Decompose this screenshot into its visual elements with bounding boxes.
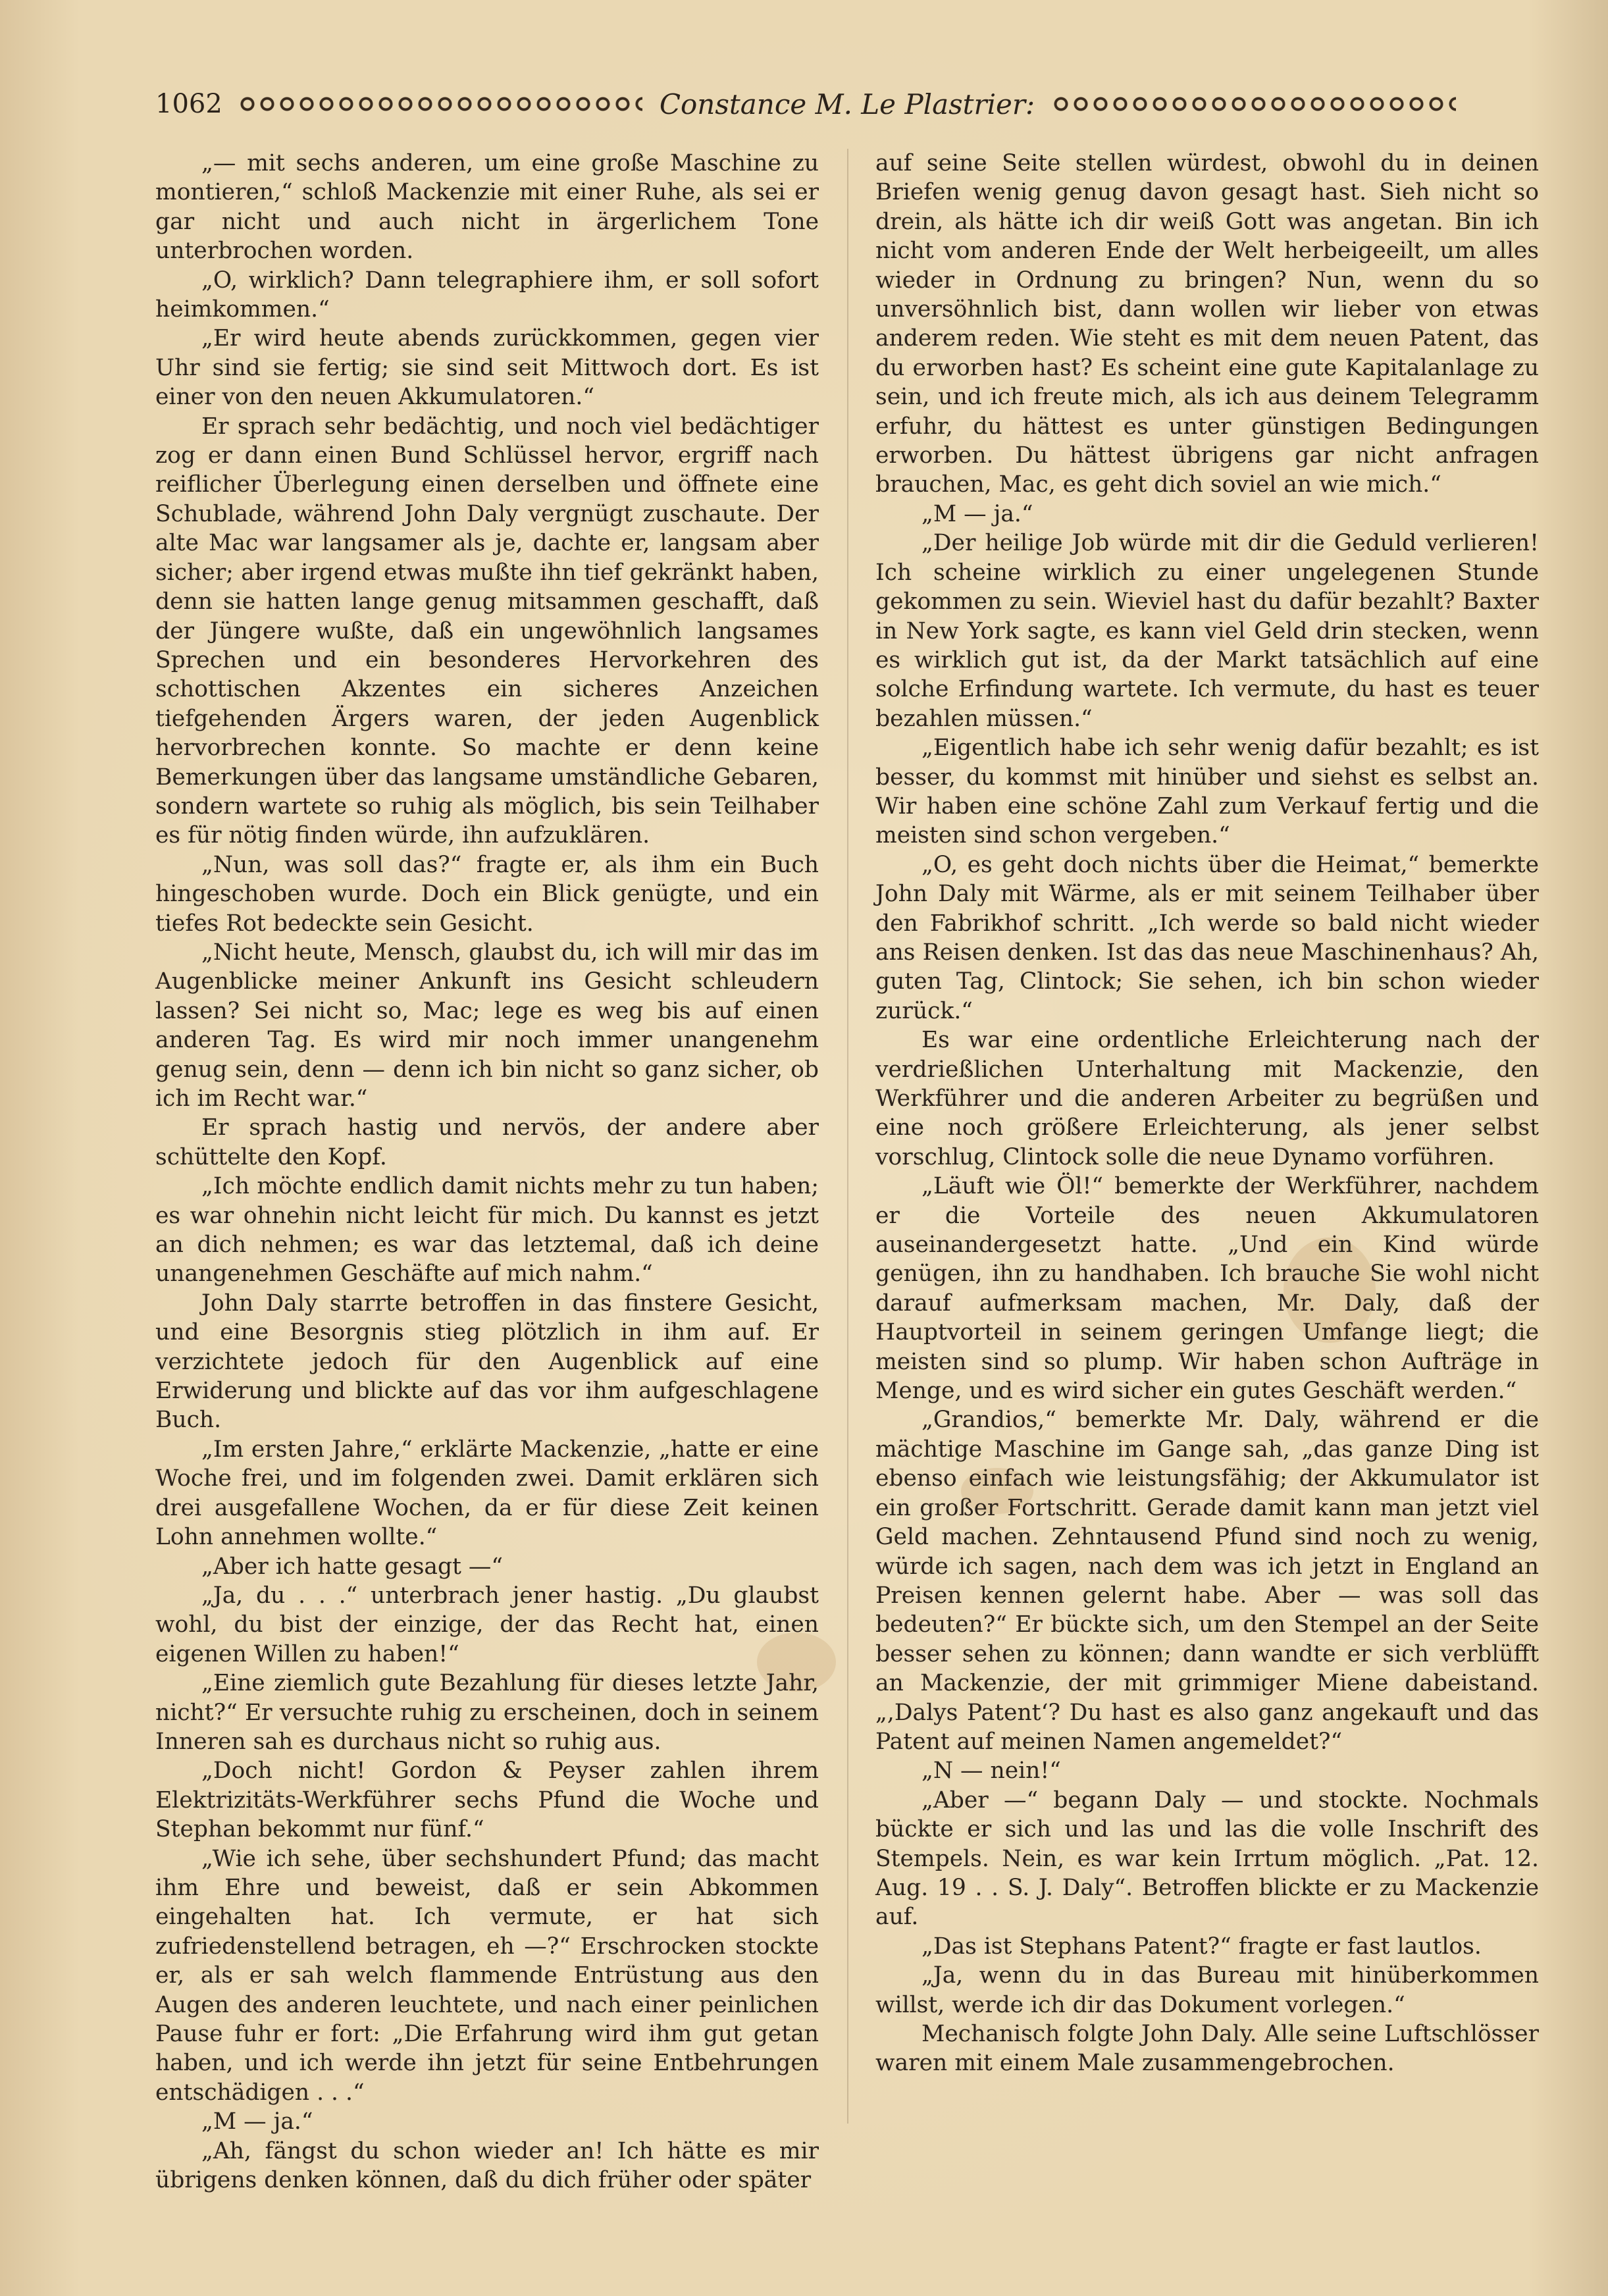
paragraph: Mechanisch folgte John Daly. Alle seine Luftschlösser waren mit einem Male zusammengebrochen. xyxy=(875,2021,1539,2077)
paragraph: „Der heilige Job würde mit dir die Geduld verlieren! Ich scheine wirklich zu einer ungelegenen Stunde gekommen zu sein. Wieviel hast du dafür bezahlt? Baxter in New York sagte, es kann viel Geld drin stecken, wenn es wirklich gut ist, da der Markt tatsächlich auf eine solche Erfindung wartete. Ich vermute, du hast es teuer bezahlen müssen.“ xyxy=(875,530,1539,732)
paragraph: Er sprach hastig und nervös, der andere aber schüttelte den Kopf. xyxy=(155,1114,819,1170)
ornament-left xyxy=(238,94,642,114)
paragraph: „Doch nicht! Gordon & Peyser zahlen ihrem Elektrizitäts-Werkführer sechs Pfund die Woche und Stephan bekommt nur fünf.“ xyxy=(155,1758,819,1843)
paragraph: John Daly starrte betroffen in das finstere Gesicht, und eine Besorgnis stieg plötzlich in ihm auf. Er verzichtete jedoch für den Augenblick auf eine Erwiderung und blickte auf das vor ihm aufgeschlagene Buch. xyxy=(155,1290,819,1434)
paragraph: „Eigentlich habe ich sehr wenig dafür bezahlt; es ist besser, du kommst mit hinüber und siehst es selbst an. Wir haben eine schöne Zahl zum Verkauf fertig und die meisten sind schon vergeben.“ xyxy=(875,735,1539,849)
paragraph: „Im ersten Jahre,“ erklärte Mackenzie, „hatte er eine Woche frei, und im folgenden zwei. Damit erklären sich drei ausgefallene Wochen, da er für diese Zeit keinen Lohn annehmen wollte.“ xyxy=(155,1436,819,1551)
paragraph: „Ja, du . . .“ unterbrach jener hastig. „Du glaubst wohl, du bist der einzige, der das Recht hat, einen eigenen Willen zu haben!“ xyxy=(155,1582,819,1667)
paragraph: Er sprach sehr bedächtig, und noch viel bedächtiger zog er dann einen Bund Schlüssel hervor, ergriff nach reiflicher Überlegung einen derselben und öffnete eine Schublade, während John Daly vergnügt zuschaute. Der alte Mac war langsamer als je, dachte er, langsam aber sicher; aber irgend etwas mußte ihn tief gekränkt haben, denn sie hatten lange genug mitsammen geschafft, daß der Jüngere wußte, daß ein ungewöhnlich langsames Sprechen und ein besonderes Hervorkehren des schottischen Akzentes ein sicheres Anzeichen tiefgehenden Ärgers waren, der jeden Augenblick hervorbrechen konnte. So machte er denn keine Bemerkungen über das langsame umständliche Gebaren, sondern wartete so ruhig als möglich, bis sein Teilhaber es für nötig finden würde, ihn aufzuklären. xyxy=(155,413,819,849)
paragraph: „Das ist Stephans Patent?“ fragte er fast lautlos. xyxy=(921,1933,1482,1960)
paragraph: „Aber ich hatte gesagt —“ xyxy=(201,1553,504,1580)
column-divider xyxy=(847,149,848,2124)
paragraph: „Eine ziemlich gute Bezahlung für dieses letzte Jahr, nicht?“ Er versuchte ruhig zu erscheinen, doch in seinem Inneren sah es durchaus nicht so ruhig aus. xyxy=(155,1670,819,1755)
left-column xyxy=(155,149,819,2195)
running-title: Constance M. Le Plastrier: xyxy=(659,88,1035,120)
paragraph: „O, es geht doch nichts über die Heimat,“ bemerkte John Daly mit Wärme, als er mit seinem Teilhaber über den Fabrikhof schritt. „Ich werde so bald nicht wieder ans Reisen denken. Ist das das neue Maschinenhaus? Ah, guten Tag, Clintock; Sie sehen, ich bin schon wieder zurück.“ xyxy=(875,851,1539,1024)
ornament-right xyxy=(1052,94,1456,114)
running-header xyxy=(155,84,1456,124)
page-number: 1062 xyxy=(155,89,222,119)
paragraph: „Wie ich sehe, über sechshundert Pfund; das macht ihm Ehre und beweist, daß er sein Abkommen eingehalten hat. Ich vermute, er hat sich zufriedenstellend betragen, eh —?“ Erschrocken stockte er, als er sah welch flammende Entrüstung aus den Augen des anderen leuchtete, und nach einer peinlichen Pause fuhr er fort: „Die Erfahrung wird ihm gut getan haben, und ich werde ihn jetzt für seine Entbehrungen entschädigen . . .“ xyxy=(155,1845,819,2106)
right-column xyxy=(875,149,1539,2078)
paragraph: „Ja, wenn du in das Bureau mit hinüberkommen willst, werde ich dir das Dokument vorlegen.“ xyxy=(875,1962,1539,2018)
paragraph: Es war eine ordentliche Erleichterung nach der verdrießlichen Unterhaltung mit Mackenzie, den Werkführer und die anderen Arbeiter zu begrüßen und eine noch größere Erleichterung, als jener selbst vorschlug, Clintock solle die neue Dynamo vorführen. xyxy=(875,1027,1539,1170)
paragraph: „Aber —“ begann Daly — und stockte. Nochmals bückte er sich und las und las die volle Inschrift des Stempels. Nein, es war kein Irrtum möglich. „Pat. 12. Aug. 19 . . S. J. Daly“. Betroffen blickte er zu Mackenzie auf. xyxy=(875,1787,1539,1931)
paragraph: „Nicht heute, Mensch, glaubst du, ich will mir das im Augenblicke meiner Ankunft ins Gesicht schleudern lassen? Sei nicht so, Mac; lege es weg bis auf einen anderen Tag. Es wird mir noch immer unangenehm genug sein, denn — denn ich bin nicht so ganz sicher, ob ich im Recht war.“ xyxy=(155,939,819,1112)
paragraph: „M — ja.“ xyxy=(921,500,1033,527)
paragraph: „— mit sechs anderen, um eine große Maschine zu montieren,“ schloß Mackenzie mit einer Ruhe, als sei er gar nicht und auch nicht in ärgerlichem Tone unterbrochen worden. xyxy=(155,150,819,265)
paragraph: „O, wirklich? Dann telegraphiere ihm, er soll sofort heimkommen.“ xyxy=(155,267,819,323)
paragraph: „Nun, was soll das?“ fragte er, als ihm ein Buch hingeschoben wurde. Doch ein Blick genügte, und ein tiefes Rot bedeckte sein Gesicht. xyxy=(155,851,819,937)
paragraph: „Grandios,“ bemerkte Mr. Daly, während er die mächtige Maschine im Gange sah, „das ganze Ding ist ebenso einfach wie leistungsfähig; der Akkumulator ist ein großer Fortschritt. Gerade damit kann man jetzt viel Geld machen. Zehntausend Pfund sind noch zu wenig, würde ich sagen, nach dem was ich jetzt in England an Preisen kennen gelernt habe. Aber — was soll das bedeuten?“ Er bückte sich, um den Stempel an der Seite besser sehen zu können; dann wandte er sich verblüfft an Mackenzie, der mit grimmiger Miene dabeistand. „,Dalys Patent‘? Du hast es also ganz angekauft und das Patent auf meinen Namen angemeldet?“ xyxy=(875,1407,1539,1755)
paragraph: „Läuft wie Öl!“ bemerkte der Werkführer, nachdem er die Vorteile des neuen Akkumulatoren auseinandergesetzt hatte. „Und ein Kind würde genügen, ihn zu handhaben. Ich brauche Sie wohl nicht darauf aufmerksam machen, Mr. Daly, daß der Hauptvorteil in seinem geringen Umfange liegt; die meisten sind so plump. Wir haben schon Aufträge in Menge, und es wird sicher ein gutes Geschäft werden.“ xyxy=(875,1173,1539,1405)
paragraph: „Ich möchte endlich damit nichts mehr zu tun haben; es war ohnehin nicht leicht für mich. Du kannst es jetzt an dich nehmen; es war das letztemal, daß ich deine unangenehmen Geschäfte auf mich nahm.“ xyxy=(155,1173,819,1288)
paragraph: auf seine Seite stellen würdest, obwohl du in deinen Briefen wenig genug davon gesagt hast. Sieh nicht so drein, als hätte ich dir weiß Gott was angetan. Bin ich nicht vom anderen Ende der Welt herbeigeeilt, um alles wieder in Ordnung zu bringen? Nun, wenn du so unversöhnlich bist, dann wollen wir lieber von etwas anderem reden. Wie steht es mit dem neuen Patent, das du erworben hast? Es scheint eine gute Kapitalanlage zu sein, und ich freute mich, als ich aus deinem Telegramm erfuhr, du hättest es unter günstigen Bedingungen erworben. Du hättest übrigens gar nicht anfragen brauchen, Mac, es geht dich soviel an wie mich.“ xyxy=(875,150,1539,498)
paragraph: „Er wird heute abends zurückkommen, gegen vier Uhr sind sie fertig; sie sind seit Mittwoch dort. Es ist einer von den neuen Akkumulatoren.“ xyxy=(155,325,819,411)
paragraph: „N — nein!“ xyxy=(921,1758,1061,1785)
paragraph: „M — ja.“ xyxy=(201,2108,313,2135)
paragraph: „Ah, fängst du schon wieder an! Ich hätte es mir übrigens denken können, daß du dich früher oder später xyxy=(155,2137,819,2194)
